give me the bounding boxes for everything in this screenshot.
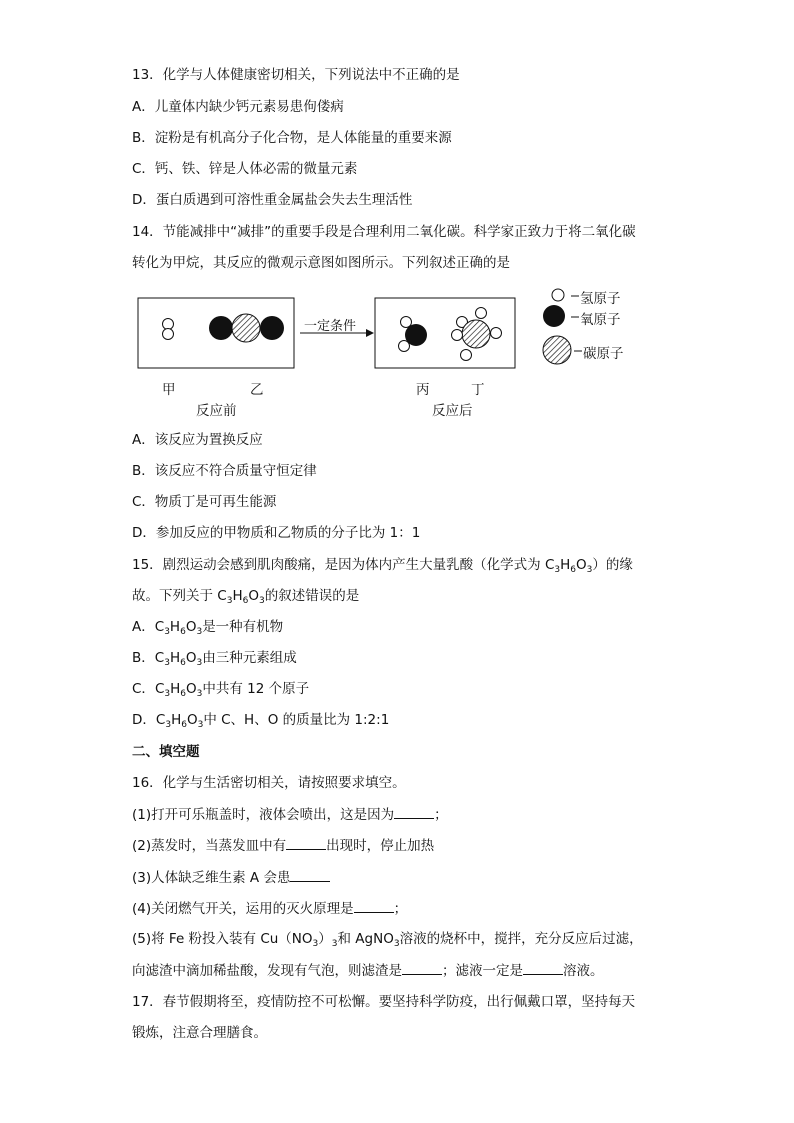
q13-option-d: D．蛋白质遇到可溶性重金属盐会失去生理活性 — [132, 192, 413, 208]
q15-stem-line1: 15．剧烈运动会感到肌肉酸痛，是因为体内产生大量乳酸（化学式为 $C_3H_6O_3$）的缘 — [132, 557, 633, 575]
condition-label: 一定条件 — [304, 319, 357, 334]
q14-option-a: A．该反应为置换反应 — [132, 432, 263, 448]
label-bing: 丙 — [416, 382, 430, 398]
h-atom — [491, 328, 502, 339]
h-atom — [401, 317, 412, 328]
q16-part2: (2)蒸发时，当蒸发皿中有 出现时，停止加热 — [132, 838, 435, 854]
q15-stem-line2: 故。下列关于 $C_3H_6O_3$的叙述错误的是 — [132, 588, 360, 606]
answer-blank[interactable] — [523, 961, 563, 975]
h-atom — [399, 341, 410, 352]
q13-stem: 13．化学与人体健康密切相关，下列说法中不正确的是 — [132, 67, 460, 83]
label-before: 反应前 — [196, 403, 237, 419]
q14-stem-line1: 14．节能减排中“减排”的重要手段是合理利用二氧化碳。科学家正致力于将二氧化碳 — [132, 224, 636, 240]
legend-h-label: 氢原子 — [580, 291, 621, 307]
answer-blank[interactable] — [402, 961, 442, 975]
q17-line2: 锻炼，注意合理膳食。 — [132, 1025, 267, 1041]
h-atom — [163, 329, 174, 340]
h-atom — [476, 308, 487, 319]
lactic-acid-formula: $C_3H_6O_3$ — [544, 557, 593, 575]
q13-option-b: B．淀粉是有机高分子化合物，是人体能量的重要来源 — [132, 130, 452, 146]
legend-c-label: 碳原子 — [583, 346, 624, 362]
q16-part3: (3)人体缺乏维生素 A 会患 — [132, 868, 330, 887]
reaction-diagram — [130, 285, 670, 425]
q16-part5: (5)将 Fe 粉投入装有 $Cu(NO_3)_3$和 AgNO$_3$溶液的烧杯中，搅拌，充分反应后过滤， — [132, 931, 643, 949]
q16-stem: 16．化学与生活密切相关，请按照要求填空。 — [132, 775, 406, 791]
q15-option-c: C．$C_3H_6O_3$中共有 12 个原子 — [132, 681, 310, 699]
q16-part5-cont: 向滤渣中滴加稀盐酸，发现有气泡，则滤渣是 ；滤液一定是 溶液。 — [132, 963, 604, 979]
answer-blank[interactable] — [286, 836, 326, 850]
c-atom — [462, 320, 490, 348]
h-atom — [461, 350, 472, 361]
q14-option-c: C．物质丁是可再生能源 — [132, 494, 277, 510]
q16-part1: (1)打开可乐瓶盖时，液体会喷出，这是因为 ； — [132, 807, 448, 823]
section-heading: 二、填空题 — [132, 744, 200, 760]
answer-blank[interactable] — [290, 868, 330, 882]
q16-part4: (4)关闭燃气开关，运用的灭火原理是 ； — [132, 901, 408, 917]
q15-option-a: A．$C_3H_6O_3$是一种有机物 — [132, 619, 284, 637]
label-jia: 甲 — [162, 382, 176, 398]
q15-option-b: B．$C_3H_6O_3$由三种元素组成 — [132, 650, 297, 668]
q14-stem-line2: 转化为甲烷，其反应的微观示意图如图所示。下列叙述正确的是 — [132, 255, 510, 271]
answer-blank[interactable] — [394, 805, 434, 819]
q17-line1: 17．春节假期将至，疫情防控不可松懈。要坚持科学防疫，出行佩戴口罩，坚持每天 — [132, 994, 636, 1010]
q14-option-b: B．该反应不符合质量守恒定律 — [132, 463, 317, 479]
label-ding: 丁 — [471, 382, 485, 398]
q13-option-a: A．儿童体内缺少钙元素易患佝偻病 — [132, 99, 344, 115]
lactic-acid-formula: $C_3H_6O_3$ — [217, 588, 265, 606]
q15-option-d: D．$C_3H_6O_3$中 C、H、O 的质量比为 1:2:1 — [132, 712, 390, 730]
o-atom — [260, 316, 284, 340]
q14-option-d: D．参加反应的甲物质和乙物质的分子比为 1：1 — [132, 525, 421, 541]
q13-option-c: C．钙、铁、锌是人体必需的微量元素 — [132, 161, 358, 177]
c-atom — [232, 314, 260, 342]
o-atom — [209, 316, 233, 340]
h-atom — [452, 330, 463, 341]
legend-h-icon — [552, 289, 564, 301]
answer-blank[interactable] — [354, 899, 394, 913]
legend-o-label: 氧原子 — [580, 312, 621, 328]
label-after: 反应后 — [432, 403, 473, 419]
legend-c-icon — [543, 336, 571, 364]
label-yi: 乙 — [250, 382, 264, 398]
h-atom — [163, 319, 174, 330]
legend-o-icon — [543, 305, 565, 327]
